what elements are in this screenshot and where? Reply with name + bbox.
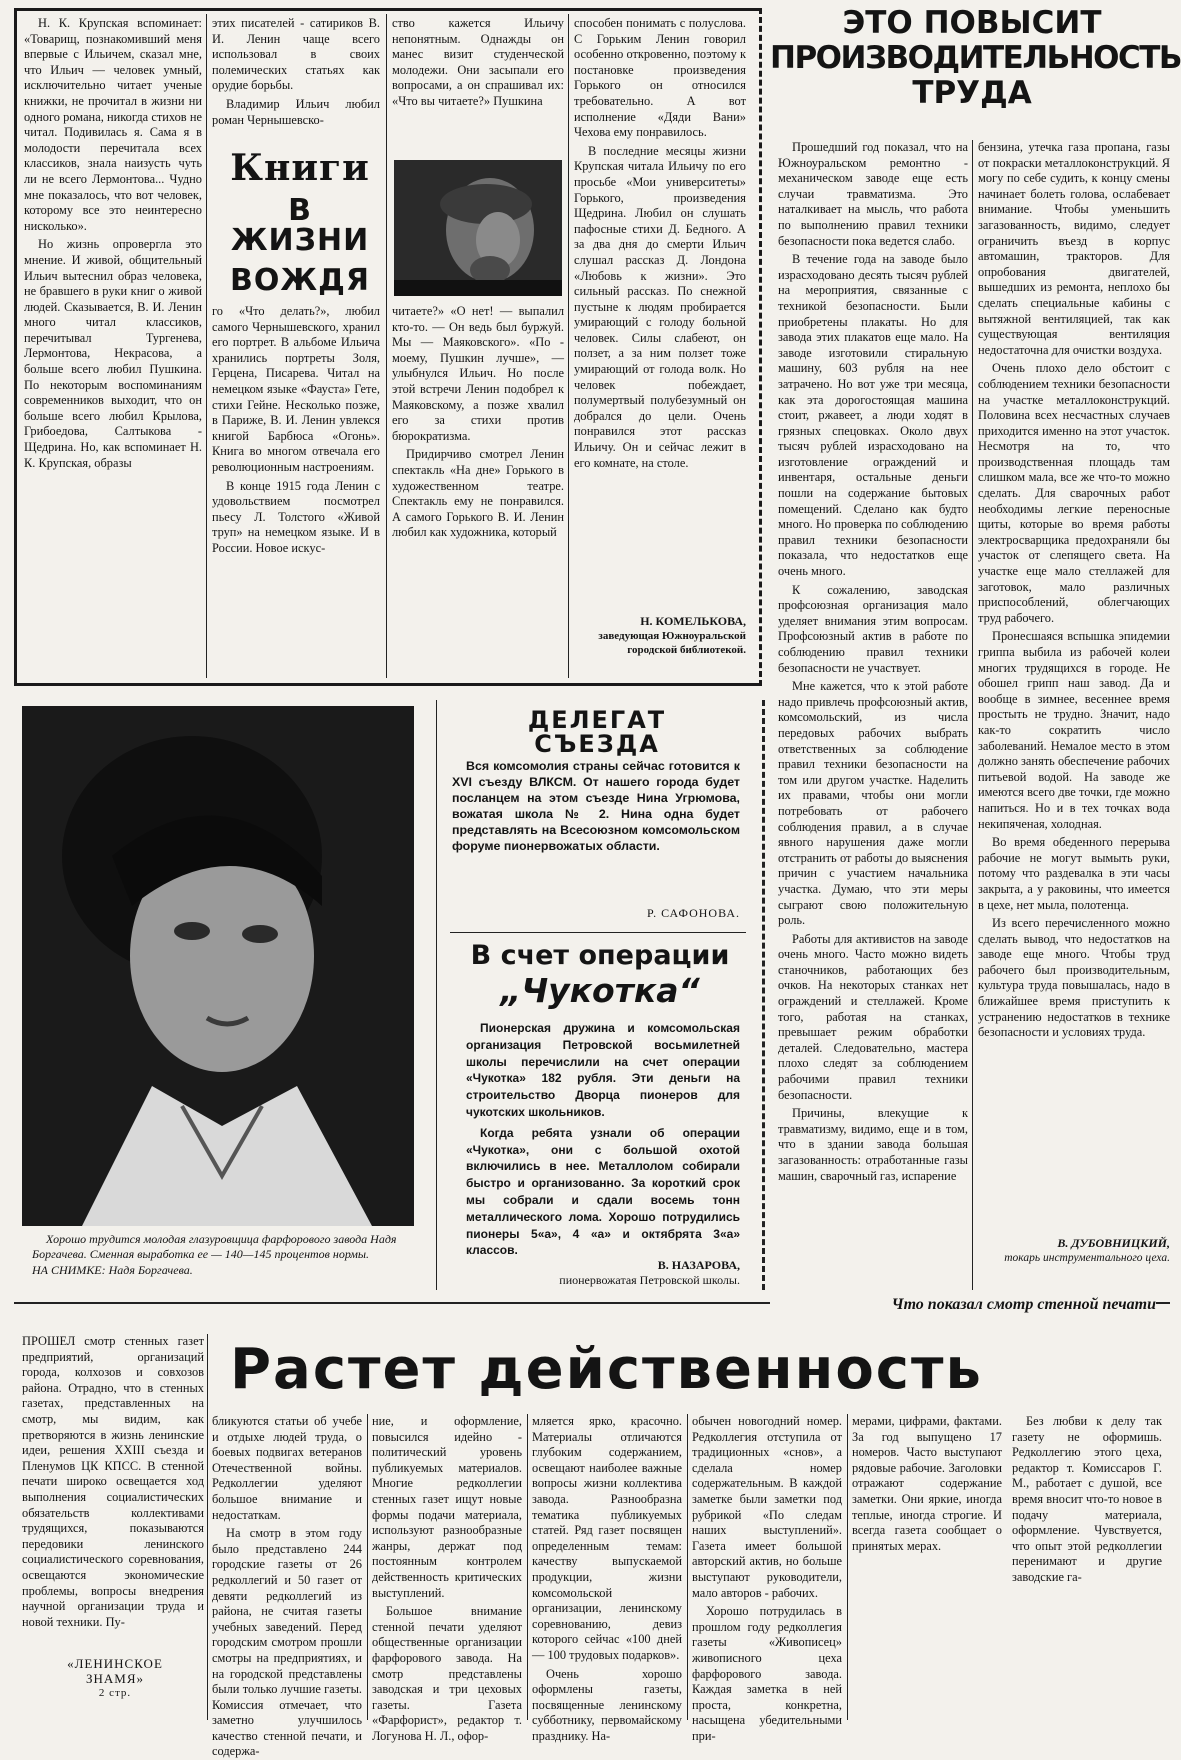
books-col3b-p2: Придирчиво смотрел Ленин спектакль «На дне» Горького в художественном театре. Спектакль ему не понравился. А самого Горького В. И. Ленин любил как художника, который bbox=[392, 447, 564, 540]
press-col1-p1: ПРОШЕЛ смотр стенных газет предприятий, организаций города, колхозов и совхозов района. Отрадно, что в стенных газетах, представленных на смотр, мы видим, как претворяются в жизнь ленинские идеи, решения XXIII съезда и Пленумов ЦК КПСС. В стенной печати широко освещается ход выполнения социалистических обязательств коллективами трудящихся, показываются передовики ленинского социалистического соревнования, освещаются экономические проблемы, вопросы внедрения научной организации труда и новой техники. Пу- bbox=[22, 1334, 204, 1629]
press-col3-p2: Большое внимание стенной печати уделяют общественные организации фарфорового завода. На смотр представлены заводская и три цеховых газеты. Газета «Фарфорист», редактор т. Логунова Н. Л., офор- bbox=[372, 1604, 522, 1743]
press-kicker: Что показал смотр стенной печати bbox=[770, 1296, 1156, 1314]
productivity-col1-p5: Работы для активистов на заводе очень много. Часто можно видеть станочников, работающих без очков. На некоторых станках нет ограждений и стеллажей. Кроме того, работая на станках, превышает режим обработки деталей. Следовательно, мастера плохо следят за соблюдением рабочими правил техники безопасности. bbox=[778, 931, 968, 1102]
press-col2-p1: бликуются статьи об учебе и отдыхе людей труда, о боевых подвигах ветеранов Отечественной войны. Редколлегии уделяют большое внимание и недостаткам. bbox=[212, 1414, 362, 1522]
chukotka-title bbox=[440, 940, 760, 1010]
productivity-col2-p3: Пронесшаяся вспышка эпидемии гриппа выбила из рабочей колеи многих трудящихся в городе. Не обошел грипп наш завод. Да и вообще в зимнее, весеннее время простыть не трудно. Значит, надо как-то сократить число заболеваний. Немалое место в этом должно занять обеспечение рабочих питьевой водой. На заводе же имеются всего две точки, где можно напиться. Но и в тех точках вода некипяченая, холодная. bbox=[978, 629, 1170, 831]
books-rule-1 bbox=[206, 14, 207, 678]
books-col1-p2: Но жизнь опровергла это мнение. И живой, общительный Ильич вытеснил образ человека, не бравшего в руки книг о живой людей. Сказывается, В. И. Ленин много читал классиков, перечитывал Тургенева, Лермонтова, Некрасова, а больше всего любил Пушкина. По некоторым воспоминаниям современников выходит, что он больше всего любил Крылова, Грибоедова, Салтыкова - Щедрина. Но, как вспоминает Н. К. Крупская, образы bbox=[24, 237, 202, 470]
books-signature bbox=[574, 614, 746, 657]
press-col6-p2: Без любви к делу так газету не оформишь. Редколлегию этого цеха, редактор т. Комиссаров Г. М., работает с душой, все время вносит что-то новое в подачу материала, оформление. Чувствуется, что опыт этой редколлегии перенимают и другие заводские га- bbox=[1012, 1414, 1162, 1584]
books-signature-role: заведующая Южноуральской городской библиотекой. bbox=[598, 630, 746, 656]
productivity-signature-role: токарь инструментального цеха. bbox=[1004, 1252, 1170, 1264]
press-col3-p1: ние, и оформление, повысился идейно - политический уровень публикуемых материалов. Многие редколлегии стенных газет ищут новые формы подачи материала, используют разнообразные жанры, держат под постоянным контролем действенность критических выступлений. bbox=[372, 1414, 522, 1600]
delegate-title bbox=[430, 708, 764, 756]
press-col6 bbox=[852, 1414, 1162, 1720]
books-col2a-p1: этих писателей - сатириков В. И. Ленин чаще всего использовал в своих полемических статьях как орудие борьбы. bbox=[212, 16, 380, 93]
books-rule-3 bbox=[568, 14, 569, 678]
press-rule-3 bbox=[527, 1414, 528, 1720]
middle-rule-left bbox=[436, 700, 437, 1290]
productivity-col1-p6: Причины, влекущие к травматизму, видимо, еще и в том, что в здании завода большая загазованность: отработанные газы машин, сварочный газ, испарение bbox=[778, 1106, 968, 1183]
photo-caption-label: НА СНИМКЕ: Надя Боргачева. bbox=[32, 1263, 193, 1277]
books-col4 bbox=[574, 16, 746, 612]
press-col5-p2: Хорошо потрудилась в прошлом году редколлегия газеты «Живописец» живописного цеха фарфорового завода. Каждая заметка в ней проста, конкретна, насыщена убедительными при- bbox=[692, 1604, 842, 1743]
books-title-line1: Книги bbox=[230, 147, 370, 189]
press-col4-p2: Очень хорошо оформлены газеты, посвященные ленинскому субботнику, первомайскому празднику. На- bbox=[532, 1666, 682, 1743]
productivity-col1-p3: К сожалению, заводская профсоюзная организация мало уделяет внимания этим вопросам. Профсоюзный актив в работе по соблюдению правил техники безопасности не участвует. bbox=[778, 582, 968, 675]
press-col4-p1: мляется ярко, красочно. Материалы отличаются глубоким содержанием, освещают наиболее важные вопросы жизни коллектива завода. Разнообразна тематика публикуемых статей. Ряд газет посвящен определенным темам: качеству выпускаемой продукции, жизни комсомольской организации, ленинскому соревнованию, девиз которого сейчас «100 дней — 100 трудовых подарков». bbox=[532, 1414, 682, 1662]
lenin-portrait-photo bbox=[394, 160, 562, 296]
photo-caption bbox=[32, 1232, 412, 1278]
productivity-col1 bbox=[778, 140, 968, 1260]
photo-caption-text: Хорошо трудится молодая глазуровщица фарфорового завода Надя Боргачева. Сменная выработка ее — 140—145 процентов нормы. bbox=[32, 1232, 397, 1261]
worker-photo bbox=[22, 706, 414, 1226]
books-col4-p1: способен понимать с полуслова. С Горьким Ленин говорил особенно откровенно, поэтому к постановке произведения Горького он относился требовательно. А вот исполнение «Дяди Вани» Чехова ему понравилось. bbox=[574, 16, 746, 140]
chukotka-title-line1: В счет операции bbox=[470, 940, 730, 971]
books-col3a-p1: ство кажется Ильичу непонятным. Однажды он манес визит студенческой молодежи. Они засыпали его вопросами, а он спрашивал их: «Что вы читаете?» Пушкина bbox=[392, 16, 564, 108]
chukotka-signature-name: В. НАЗАРОВА, bbox=[657, 1258, 740, 1272]
chukotka-signature bbox=[466, 1258, 740, 1288]
chukotka-signature-role: пионервожатая Петровской школы. bbox=[559, 1273, 740, 1287]
books-col2b-p2: В конце 1915 года Ленин с удовольствием посмотрел пьесу Л. Толстого «Живой труп» на немецком языке. И в России. Новое искус- bbox=[212, 478, 380, 555]
press-title: Растет действенность bbox=[230, 1337, 983, 1402]
chukotka-title-line2: „Чукотка“ bbox=[500, 971, 700, 1010]
books-col3b-p1: читаете?» «О нет! — выпалил кто-то. — Он ведь был буржуй. Мы — Маяковского». «По - моему, Пушкин лучше», — улыбнулся Ильич. Но после этой встречи Ленин подобрел к Маяковскому, а позже хвалил его за стихи против бюрократизма. bbox=[392, 304, 564, 443]
productivity-signature-name: В. ДУБОВНИЦКИЙ, bbox=[1057, 1236, 1170, 1250]
productivity-col2 bbox=[978, 140, 1170, 1230]
books-col1 bbox=[24, 16, 202, 676]
delegate-title-line2: СЪЕЗДА bbox=[534, 730, 660, 758]
press-rule-1 bbox=[207, 1334, 208, 1720]
page-number: 2 стр. bbox=[98, 1687, 132, 1699]
books-col2b-p1: го «Что делать?», любил самого Чернышевского, хранил его портрет. В альбоме Ильича хранились портреты Золя, Герцена, Писарева. Читал на немецком языке «Фауста» Гете, стихи Гейне. Несколько позже, в Париже, В. И. Ленин увлекся книгой Барбюса «Огонь». Книга во многом отвечала его революционным настроениям. bbox=[212, 304, 380, 474]
middle-rule-right bbox=[762, 700, 765, 1290]
productivity-signature bbox=[978, 1236, 1170, 1265]
paper-name-line2: ЗНАМЯ» bbox=[85, 1671, 145, 1686]
press-col1 bbox=[22, 1334, 204, 1634]
productivity-col1-p2: В течение года на заводе было израсходовано десять тысяч рублей на мероприятия, связанные с техникой безопасности. Были приобретены плакаты. Но для завода этих плакатов еще мало. На заводе изготовили стиральную машину, 603 рубля на нее затрачено. Но вот уже три месяца, как эта дорогостоящая машина стоит, ржавеет, а люди ходят в грязных спецовках. Около двух тысяч рублей израсходовано на изготовление ограждений и инвентаря, остальные деньги пошли на содержание бытовых помещений. Сделано как будто много. Но проверка по соблюдению правил техники безопасности показала, что недостатков еще очень много. bbox=[778, 252, 968, 579]
delegate-signature: Р. САФОНОВА. bbox=[646, 906, 740, 920]
productivity-col2-p5: Из всего перечисленного можно сделать вывод, что недостатков на заводе еще много. Чтобы труд рабочего был производительным, культура труда повышалась, надо в ближайшее время приступить к устранению недостатков в технике безопасности и условиях труда. bbox=[978, 916, 1170, 1040]
press-col5 bbox=[692, 1414, 842, 1743]
books-signature-name: Н. КОМЕЛЬКОВА, bbox=[640, 614, 746, 628]
books-title-line2: В ЖИЗНИ bbox=[230, 193, 370, 258]
books-col3a bbox=[392, 16, 564, 152]
press-col3 bbox=[372, 1414, 522, 1743]
productivity-title-line2: ПРОИЗВОДИТЕЛЬНОСТЬ bbox=[770, 40, 1181, 76]
books-col3b bbox=[392, 304, 564, 676]
press-col2 bbox=[212, 1414, 362, 1759]
chukotka-body bbox=[466, 1020, 740, 1259]
books-col2a bbox=[212, 16, 380, 142]
books-col2a-p2: Владимир Ильич любил роман Чернышевско- bbox=[212, 96, 380, 127]
productivity-title-line3: ТРУДА bbox=[912, 75, 1032, 111]
books-col4-p2: В последние месяцы жизни Крупская читала Ильичу по его просьбе «Мои университеты» Горького, произведения Щедрина. Любил он слушать пафосные стихи Д. Бедного. А за два дня до смерти Ильич слушал рассказ Д. Лондона «Любовь к жизни». Это сильный рассказ. По снежной пустыне к людям пробирается умирающий с голоду больной человек. Силы слабеют, он ползет, а за ним ползет тоже умирающий от голода волк. Но человек побеждает, полумертвый полубезумный он добрался до цели. Очень понравился этот рассказ Ильичу. Он и сейчас лежит в его комнате, на столе. bbox=[574, 143, 746, 470]
books-rule-2 bbox=[386, 14, 387, 678]
productivity-title-line1: ЭТО ПОВЫСИТ bbox=[842, 5, 1102, 41]
productivity-col-rule bbox=[972, 140, 973, 1290]
middle-separator bbox=[450, 932, 746, 933]
press-rule-5 bbox=[847, 1414, 848, 1720]
lenin-portrait-image bbox=[394, 160, 562, 296]
paper-footer bbox=[40, 1656, 190, 1701]
worker-portrait-image bbox=[22, 706, 414, 1226]
productivity-col1-p4: Мне кажется, что к этой работе надо привлечь профсоюзный актив, комсомольский, из числа передовых рабочих выбрать ответственных за соблюдение правил техники безопасности на том или другом участке. Наделить их правами, чтобы они могли потребовать от рабочего соблюдения правил, а в случае явного нарушения даже могли отстранить от работы до выяснения причин с участием начальника участка. Думаю, что эти меры сыграют свою положительную роль. bbox=[778, 679, 968, 928]
press-rule-4 bbox=[687, 1414, 688, 1720]
press-col2-p2: На смотр в этом году было представлено 244 городские газеты от 26 редколлегий и 50 газет от девяти редколлегий из района, не считая газеты учебных заведений. Перед городским смотром прошли смотры на предприятиях, и на городской представлены были только лучшие газеты. Комиссия отмечает, что заметно улучшилось качество стенной печати, и содержа- bbox=[212, 1526, 362, 1759]
delegate-text: Вся комсомолия страны сейчас готовится к XVI съезду ВЛКСМ. От нашего города будет посланцем на этом съезде Нина Угрюмова, вожатая школа № 2. Нина одна будет представлять на Всесоюзном комсомольском форуме пионервожатых области. bbox=[452, 759, 740, 853]
chukotka-p1: Пионерская дружина и комсомольская организация Петровской восьмилетней школы перечислили на счет операции «Чукотка» 182 рубля. Эти деньги на строительство Дворца пионеров для чукотских школьников. bbox=[466, 1021, 740, 1119]
books-title bbox=[230, 147, 370, 298]
books-col2b bbox=[212, 304, 380, 676]
press-col4 bbox=[532, 1414, 682, 1743]
productivity-col2-p2: Очень плохо дело обстоит с соблюдением техники безопасности на участке металлоконструкций. Половина всех несчастных случаев приходится именно на этот участок. Несмотря на то, что производственная площадь там слишком мала, все же что-то можно сделать. Для сварочных работ необходимы легкие переносные щиты, которые во время работы электросварщика предохраняли бы участок от слепящего света. На участке еще мало стеллажей для заготовок, мало различных приспособлений, облегчающих труд рабочего. bbox=[978, 361, 1170, 625]
productivity-title bbox=[770, 5, 1181, 111]
productivity-col1-p1: Прошедший год показал, что на Южноуральском ремонтно - механическом заводе еще есть случаи травматизма. Это наталкивает на мысль, что работа по выполнению правил техники безопасности пока ведется слабо. bbox=[778, 140, 968, 248]
books-col1-p1: Н. К. Крупская вспоминает: «Товарищ, познакомивший меня впервые с Ильичем, сказал мне, что Ильич — человек умный, исключительно читает ученые книжки, не прочитал в жизни ни одного романа, никогда стихов не читал. Подивилась я. Сама я в молодости перечитала всех классиков, знала наизусть чуть ли не всего Лермонтова... Чудно мне показалось, что вот человек, которому все это неинтересно нисколько». bbox=[24, 16, 202, 233]
productivity-col2-p4: Во время обеденного перерыва рабочие не могут вымыть руки, потому что раздевалка в эти часы закрыта, а у раковины, что имеется в цехе, нет мыла, полотенца. bbox=[978, 835, 1170, 912]
press-col5-p1: обычен новогодний номер. Редколлегия отступила от традиционных «снов», а сделала номер содержательным. В каждой заметке были заметки под рубрикой «По следам наших выступлений». Газета имеет большой авторский актив, но больше выступают руководители, мало авторов - рабочих. bbox=[692, 1414, 842, 1600]
press-rule-2 bbox=[367, 1414, 368, 1720]
chukotka-p2: Когда ребята узнали об операции «Чукотка», они с большой охотой включились в нее. Металлолом собирали быстро и организованно. За короткий срок мы собрали и сдали восемь тонн металлического лома. Хорошо потрудились пионеры 5«а», 4 «а» и октябрята 3«а» классов. bbox=[466, 1125, 740, 1258]
paper-name-line1: «ЛЕНИНСКОЕ bbox=[67, 1656, 163, 1671]
productivity-col2-p1: бензина, утечка газа пропана, газы от покраски металлоконструкций. Я могу по себе судить, к концу смены начинает болеть голова, ослабевает внимание. Чтобы уменьшить загазованность, видимо, следует ограничить въезд в корпус автомашин, тракторов. Для опробования двигателей, вышедших из ремонта, неплохо бы сделать специальные кабины с вытяжной вентиляцией, так как существующая вентиляция недостаточна для очистки воздуха. bbox=[978, 140, 1170, 357]
books-title-line3: ВОЖДЯ bbox=[230, 263, 370, 298]
delegate-title-line1: ДЕЛЕГАТ bbox=[527, 706, 667, 734]
press-col6-p1: мерами, цифрами, фактами. За год выпущено 17 номеров. Часто выступают рядовые рабочие. Заголовки отражают содержание заметки. Они яркие, иногда теплые, иногда строгие. И всегда газета сообщает о принятых мерах. bbox=[852, 1414, 1002, 1553]
